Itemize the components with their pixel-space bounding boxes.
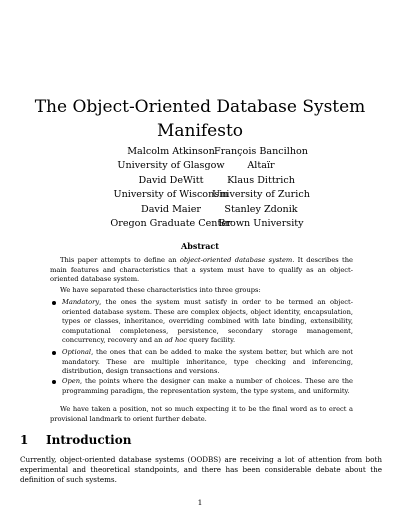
page-number: 1 <box>197 498 203 507</box>
abstract-heading: Abstract <box>181 241 219 251</box>
author-affiliation: University of Wisconsin <box>113 189 229 200</box>
title-line-1: The Object-Oriented Database System <box>34 97 366 117</box>
list-item-term: Open <box>62 377 81 385</box>
section-paragraph: Currently, object-oriented database systems (OODBS) are receiving a lot of attention from both experimental and theoretical standpoints, and there has been considerable debate about the definition of such systems. <box>20 455 382 485</box>
author-affiliation: University of Glasgow <box>117 160 225 171</box>
author-name: Stanley Zdonik <box>224 204 298 215</box>
section-number: 1 <box>20 433 29 447</box>
paper-title <box>0 95 400 143</box>
author-affiliation: University of Zurich <box>212 189 310 200</box>
author-block <box>186 174 336 202</box>
list-item-text: query facility. <box>187 336 236 345</box>
author-name: François Bancilhon <box>214 146 308 157</box>
abstract-emphasis: object-oriented database system <box>179 256 293 264</box>
bullet-icon <box>52 301 56 305</box>
list-item <box>52 377 353 396</box>
list-item-text: , the points where the designer can make a number of choices. These are the programming paradigm, the representation system, the type system, and uniformity. <box>62 377 353 395</box>
author-name: Malcolm Atkinson <box>127 146 215 157</box>
abstract-text: . It describes the main features and characteristics that a system must have to qualify as an object-oriented database system. <box>50 256 353 284</box>
list-item-text: , the ones that can be added to make the system better, but which are not mandatory. These are multiple inheritance, type checking and inferencing, distribution, design transactions and versions. <box>62 348 353 376</box>
author-affiliation: Oregon Graduate Center <box>110 218 232 229</box>
abstract-text: This paper attempts to define an <box>60 256 180 264</box>
author-name: David Maier <box>141 204 201 215</box>
list-item-term: Mandatory <box>62 298 100 306</box>
list-item-term: Optional <box>62 348 92 356</box>
section-title: Introduction <box>46 433 132 447</box>
abstract-paragraph <box>50 256 353 285</box>
author-block <box>186 203 336 231</box>
abstract-paragraph: We have taken a position, not so much expecting it to be the final word as to erect a provisional landmark to orient further debate. <box>50 405 353 423</box>
list-item-text: , the ones the system must satisfy in order to be termed an object-oriented database system. These are complex objects, object identity, encapsulation, types or classes, inheritance, overriding combined with late binding, extensibility, computational completeness, persistence, secondary storage management, concurrency, recovery and an <box>62 298 353 345</box>
section-heading <box>20 433 131 447</box>
bullet-icon <box>52 380 56 384</box>
list-item-emphasis: ad hoc <box>164 336 188 345</box>
author-affiliation: Brown University <box>218 218 304 229</box>
author-block <box>186 145 336 173</box>
author-name: David DeWitt <box>138 175 204 186</box>
abstract-paragraph: We have separated these characteristics into three groups: <box>60 286 261 294</box>
list-item <box>52 348 353 377</box>
title-line-2: Manifesto <box>156 121 244 141</box>
list-item <box>52 298 353 346</box>
author-name: Klaus Dittrich <box>227 175 295 186</box>
bullet-icon <box>52 351 56 355</box>
author-affiliation: Altaïr <box>247 160 275 171</box>
